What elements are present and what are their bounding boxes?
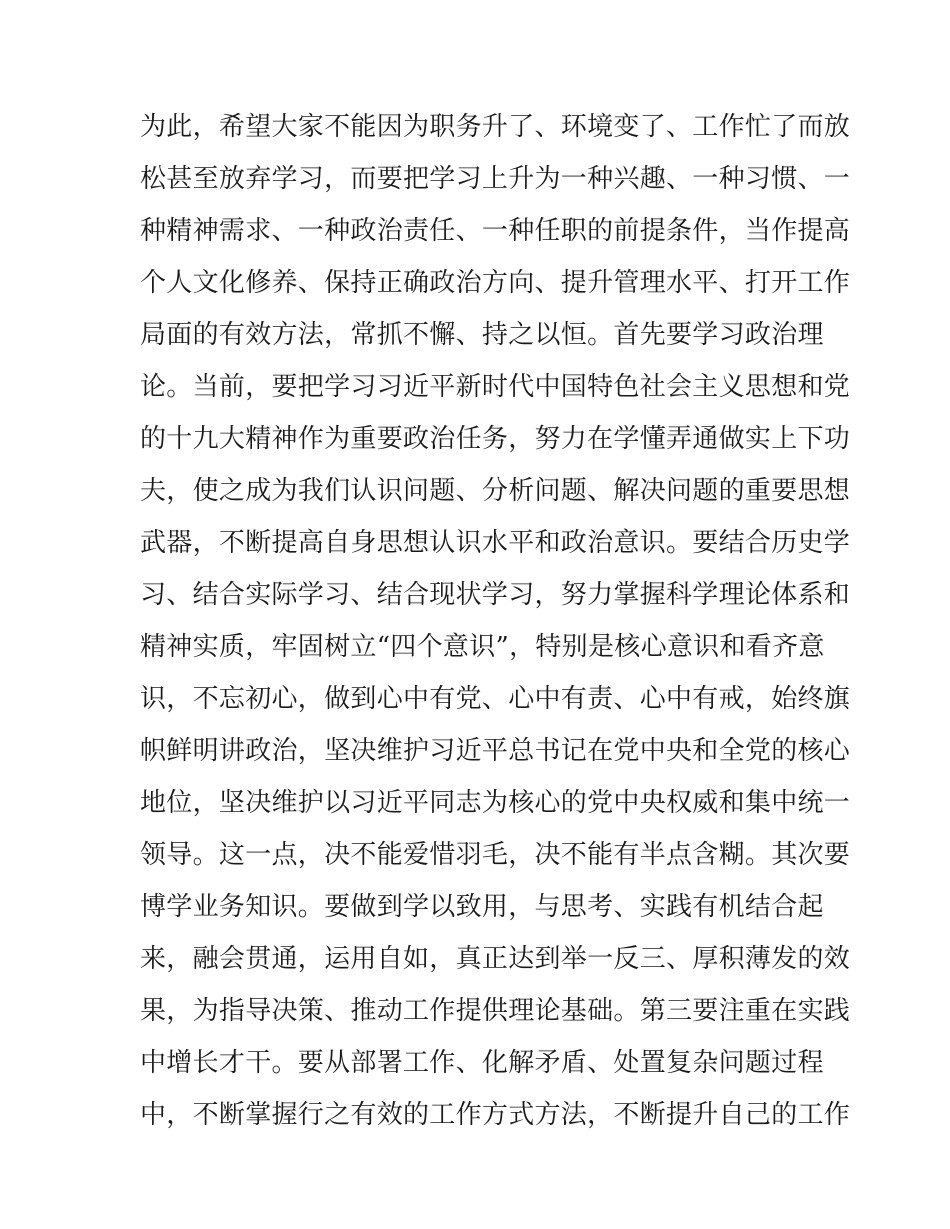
text-line: 习、结合实际学习、结合现状学习，努力掌握科学理论体系和 [140, 580, 851, 610]
text-line: 局面的有效方法，常抓不懈、持之以恒。首先要学习政治理 [140, 320, 824, 350]
text-line: 精神实质，牢固树立“四个意识”，特别是核心意识和看齐意 [140, 632, 825, 662]
text-line: 论。当前，要把学习习近平新时代中国特色社会主义思想和党 [140, 372, 851, 402]
text-line: 博学业务知识。要做到学以致用，与思考、实践有机结合起 [140, 892, 824, 922]
text-line: 识，不忘初心，做到心中有党、心中有责、心中有戒，始终旗 [140, 684, 851, 714]
text-line: 果，为指导决策、推动工作提供理论基础。第三要注重在实践 [140, 996, 851, 1026]
text-line: 为此，希望大家不能因为职务升了、环境变了、工作忙了而放 [140, 112, 851, 142]
text-line: 个人文化修养、保持正确政治方向、提升管理水平、打开工作 [140, 268, 851, 298]
text-line: 地位，坚决维护以习近平同志为核心的党中央权威和集中统一 [140, 788, 851, 818]
text-line: 帜鲜明讲政治，坚决维护习近平总书记在党中央和全党的核心 [140, 736, 851, 766]
text-line: 夫，使之成为我们认识问题、分析问题、解决问题的重要思想 [140, 476, 851, 506]
text-line: 中增长才干。要从部署工作、化解矛盾、处置复杂问题过程 [140, 1048, 824, 1078]
body-paragraph [140, 101, 851, 1141]
text-line: 武器，不断提高自身思想认识水平和政治意识。要结合历史学 [140, 528, 851, 558]
text-line: 中，不断掌握行之有效的工作方式方法，不断提升自己的工作 [140, 1100, 851, 1130]
text-line: 的十九大精神作为重要政治任务，努力在学懂弄通做实上下功 [140, 424, 851, 454]
text-line: 种精神需求、一种政治责任、一种任职的前提条件，当作提高 [140, 216, 851, 246]
text-line: 领导。这一点，决不能爱惜羽毛，决不能有半点含糊。其次要 [140, 840, 851, 870]
text-line: 来，融会贯通，运用自如，真正达到举一反三、厚积薄发的效 [140, 944, 851, 974]
text-line: 松甚至放弃学习，而要把学习上升为一种兴趣、一种习惯、一 [140, 164, 851, 194]
